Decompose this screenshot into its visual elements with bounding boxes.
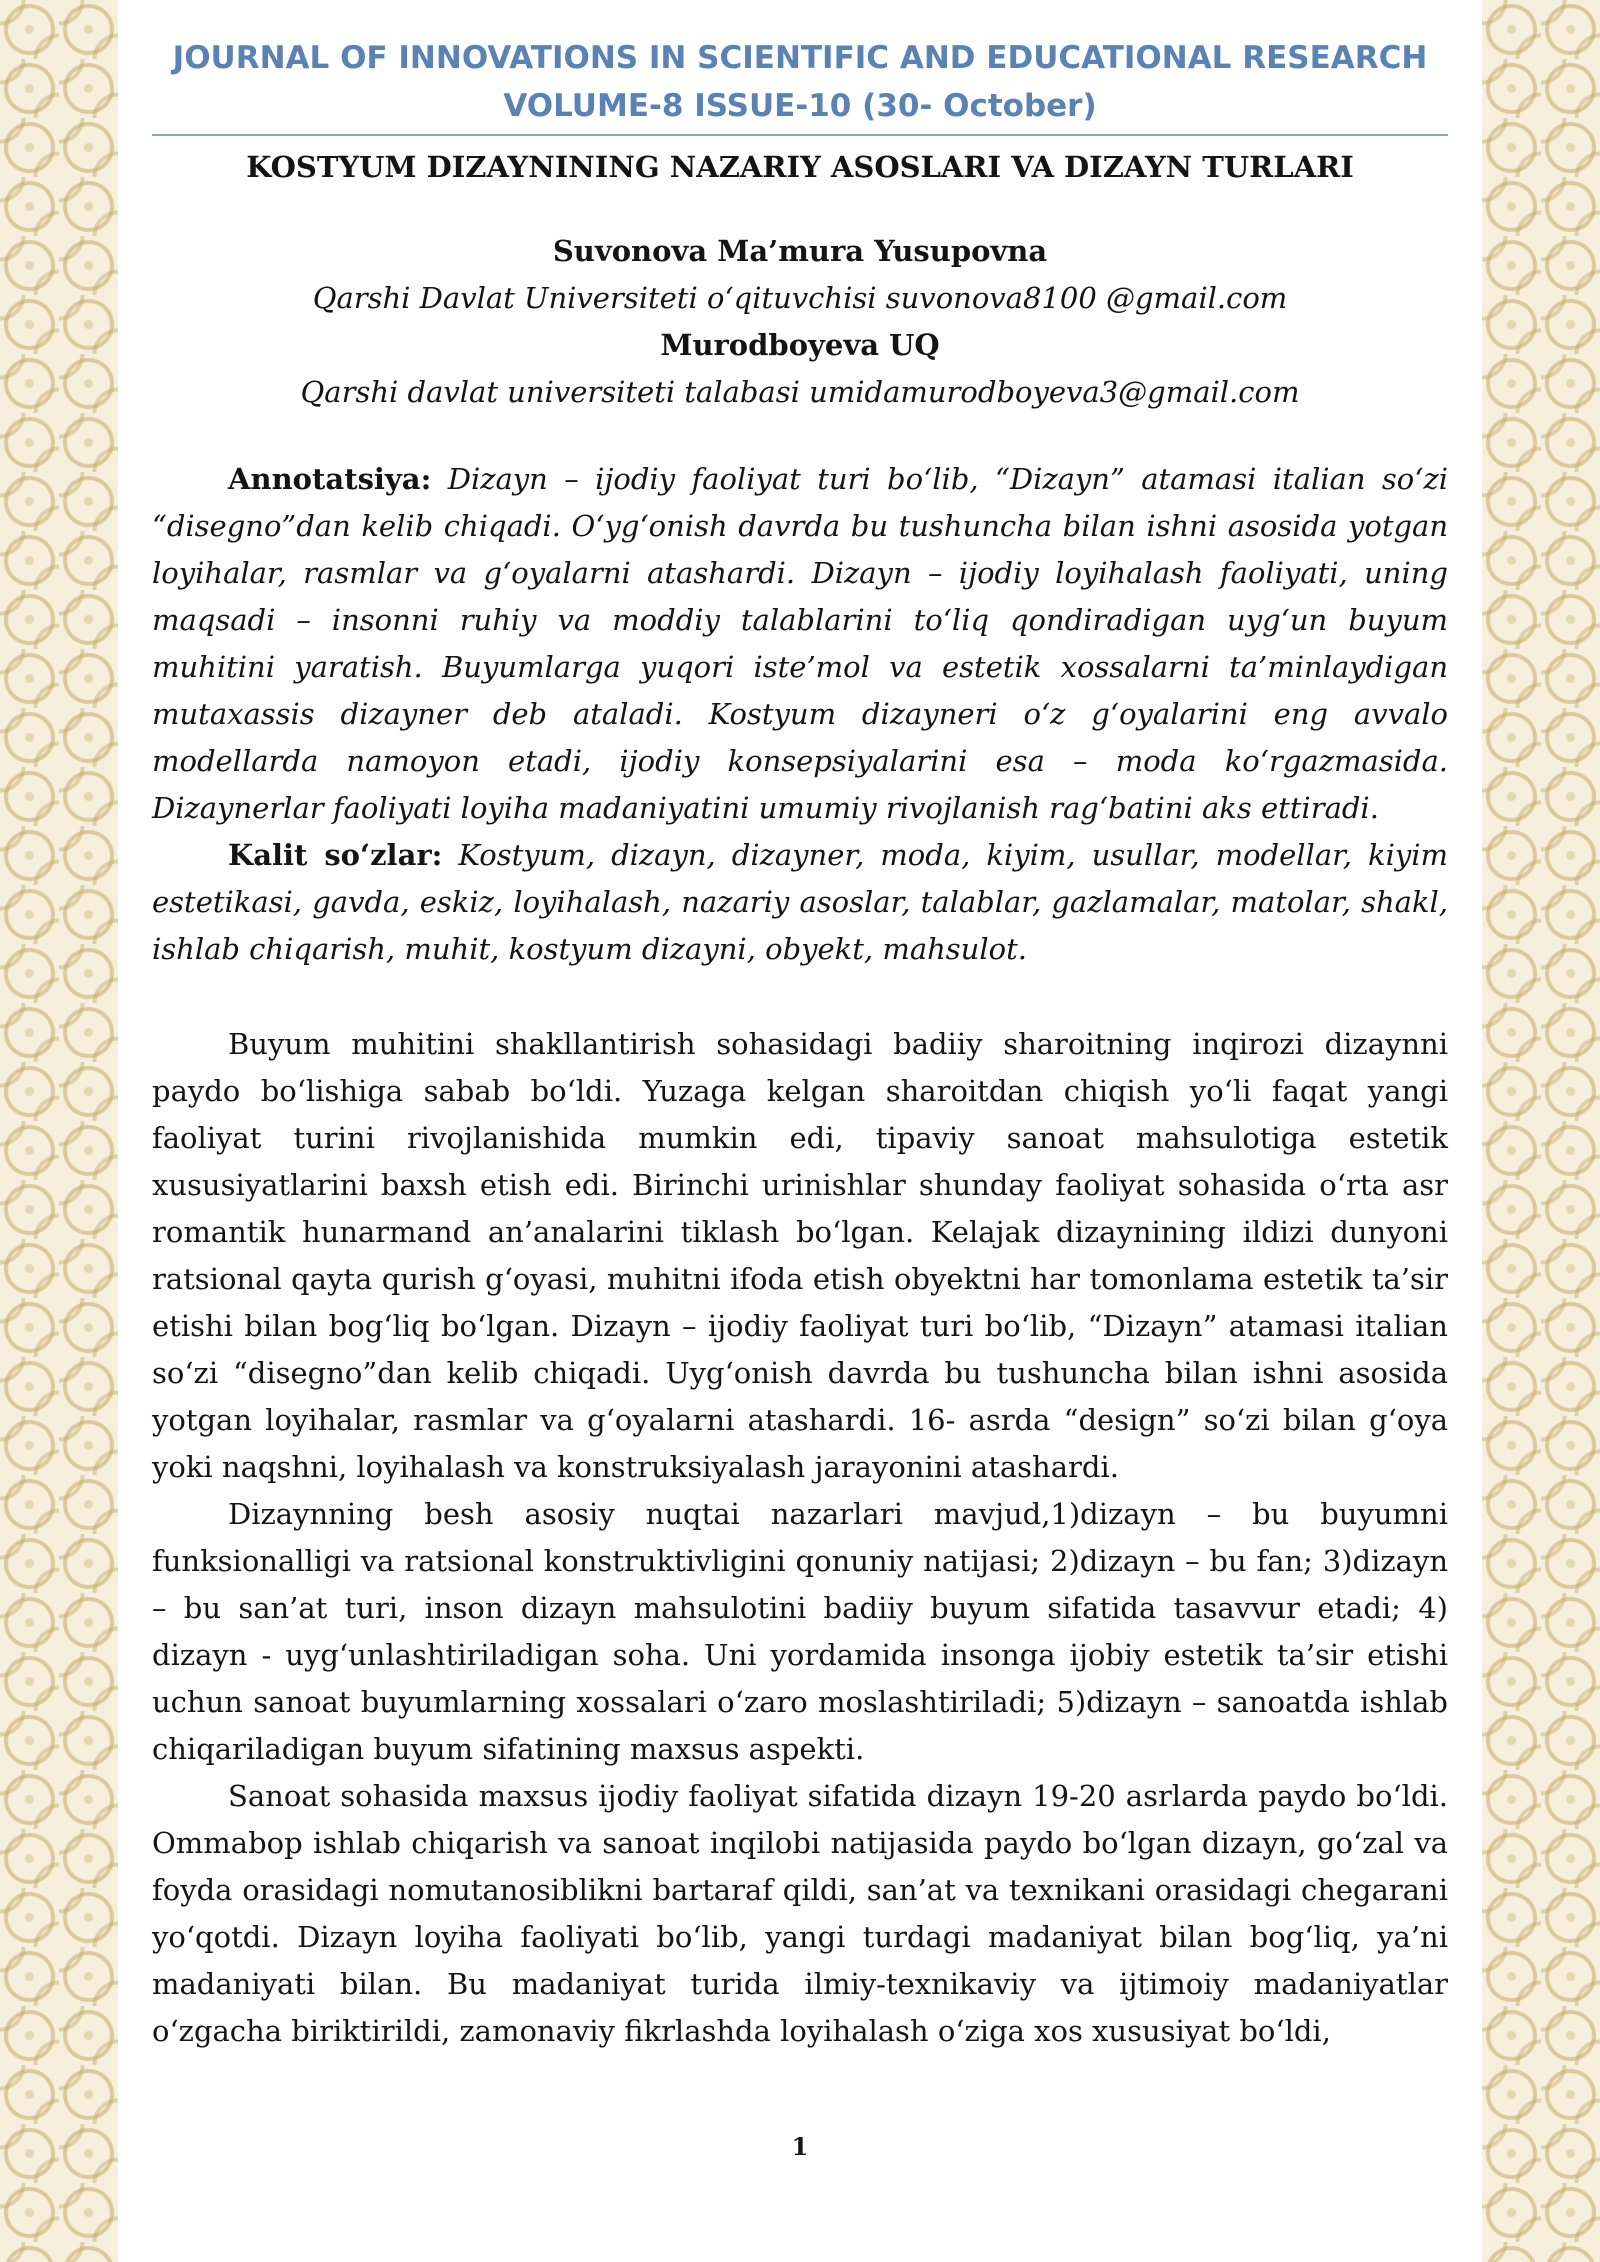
paper-page (152, 34, 1448, 2234)
author-affiliation: Qarshi davlat universiteti talabasi umidamurodboyeva3@gmail.com (300, 375, 1300, 409)
abstract-text: Dizayn – ijodiy faoliyat turi bo‘lib, “Dizayn” atamasi italian so‘zi “disegno”dan kelib chiqadi. O‘yg‘onish davrda bu tushuncha bilan ishni asosida yotgan loyihalar, rasmlar va g‘oyalarni atashardi. Dizayn – ijodiy loyihalash faoliyati, uning maqsadi – insonni ruhiy va moddiy talablarini to‘liq qondiradigan uyg‘un buyum muhitini yaratish. Buyumlarga yuqori iste’mol va estetik xossalarni ta’minlaydigan mutaxassis dizayner deb ataladi. Kostyum dizayneri o‘z g‘oyalarini eng avvalo modellarda namoyon etadi, ijodiy konsepsiyalarini esa – moda ko‘rgazmasida. Dizaynerlar faoliyati loyiha madaniyatini umumiy rivojlanish rag‘batini aks ettiradi. (152, 462, 1448, 825)
decorative-border-left (0, 0, 118, 2262)
keywords-label: Kalit so‘zlar: (228, 838, 443, 872)
header-divider (152, 134, 1448, 136)
body-paragraph: Sanoat sohasida maxsus ijodiy faoliyat sifatida dizayn 19-20 asrlarda paydo bo‘ldi. Ommabop ishlab chiqarish va sanoat inqilobi natijasida paydo bo‘lgan dizayn, go‘zal va foyda orasidagi nomutanosiblikni bartaraf qildi, san’at va texnikani orasidagi chegarani yo‘qotdi. Dizayn loyiha faoliyati bo‘lib, yangi turdagi madaniyat bilan bog‘liq, ya’ni madaniyati bilan. Bu madaniyat turida ilmiy-texnikaviy va ijtimoiy madaniyatlar o‘zgacha biriktirildi, zamonaviy fikrlashda loyihalash o‘ziga xos xususiyat bo‘ldi, (152, 1779, 1448, 2048)
author-affiliation: Qarshi Davlat Universiteti o‘qituvchisi suvonova8100 @gmail.com (312, 281, 1288, 315)
abstract-label: Annotatsiya: (228, 462, 432, 496)
journal-title: JOURNAL OF INNOVATIONS IN SCIENTIFIC AND EDUCATIONAL RESEARCH (172, 40, 1428, 76)
journal-header (152, 34, 1448, 130)
keywords-text: Kostyum, dizayn, dizayner, moda, kiyim, usullar, modellar, kiyim estetikasi, gavda, eskiz, loyihalash, nazariy asoslar, talablar, gazlamalar, matolar, shakl, ishlab chiqarish, muhit, kostyum dizayni, obyekt, mahsulot. (152, 838, 1449, 966)
abstract-section (152, 456, 1448, 973)
abstract-paragraph (152, 456, 1448, 832)
body-paragraph: Dizaynning besh asosiy nuqtai nazarlari mavjud,1)dizayn – bu buyumni funksionalligi va ratsional konstruktivligini qonuniy natijasi; 2)dizayn – bu fan; 3)dizayn – bu san’at turi, inson dizayn mahsulotini badiiy buyum sifatida tasavvur etadi; 4) dizayn - uyg‘unlashtiriladigan soha. Uni yordamida insonga ijobiy estetik ta’sir etishi uchun sanoat buyumlarning xossalari o‘zaro moslashtiriladi; 5)dizayn – sanoatda ishlab chiqariladigan buyum sifatining maxsus aspekti. (152, 1497, 1448, 1766)
author-name: Murodboyeva UQ (660, 328, 940, 362)
author-block (152, 228, 1448, 416)
keywords-paragraph (152, 832, 1448, 973)
paper-title: KOSTYUM DIZAYNINING NAZARIY ASOSLARI VA DIZAYN TURLARI (246, 150, 1354, 184)
body-paragraph: Buyum muhitini shakllantirish sohasidagi badiiy sharoitning inqirozi dizaynni paydo bo‘lishiga sabab bo‘ldi. Yuzaga kelgan sharoitdan chiqish yo‘li faqat yangi faoliyat turini rivojlanishida mumkin edi, tipaviy sanoat mahsulotiga estetik xususiyatlarini baxsh etish edi. Birinchi urinishlar shunday faoliyat sohasida o‘rta asr romantik hunarmand an’analarini tiklash bo‘lgan. Kelajak dizaynining ildizi dunyoni ratsional qayta qurish g‘oyasi, muhitni ifoda etish obyektni har tomonlama estetik ta’sir etishi bilan bog‘liq bo‘lgan. Dizayn – ijodiy faoliyat turi bo‘lib, “Dizayn” atamasi italian so‘zi “disegno”dan kelib chiqadi. Uyg‘onish davrda bu tushuncha bilan ishni asosida yotgan loyihalar, rasmlar va g‘oyalarni atashardi. 16- asrda “design” so‘zi bilan g‘oya yoki naqshni, loyihalash va konstruksiyalash jarayonini atashardi. (152, 1027, 1448, 1484)
author-name: Suvonova Ma’mura Yusupovna (552, 234, 1048, 268)
body-section (152, 1021, 1448, 2055)
page-number: 1 (791, 2132, 809, 2161)
decorative-border-right (1482, 0, 1600, 2262)
journal-volume: VOLUME-8 ISSUE-10 (30- October) (503, 88, 1097, 124)
